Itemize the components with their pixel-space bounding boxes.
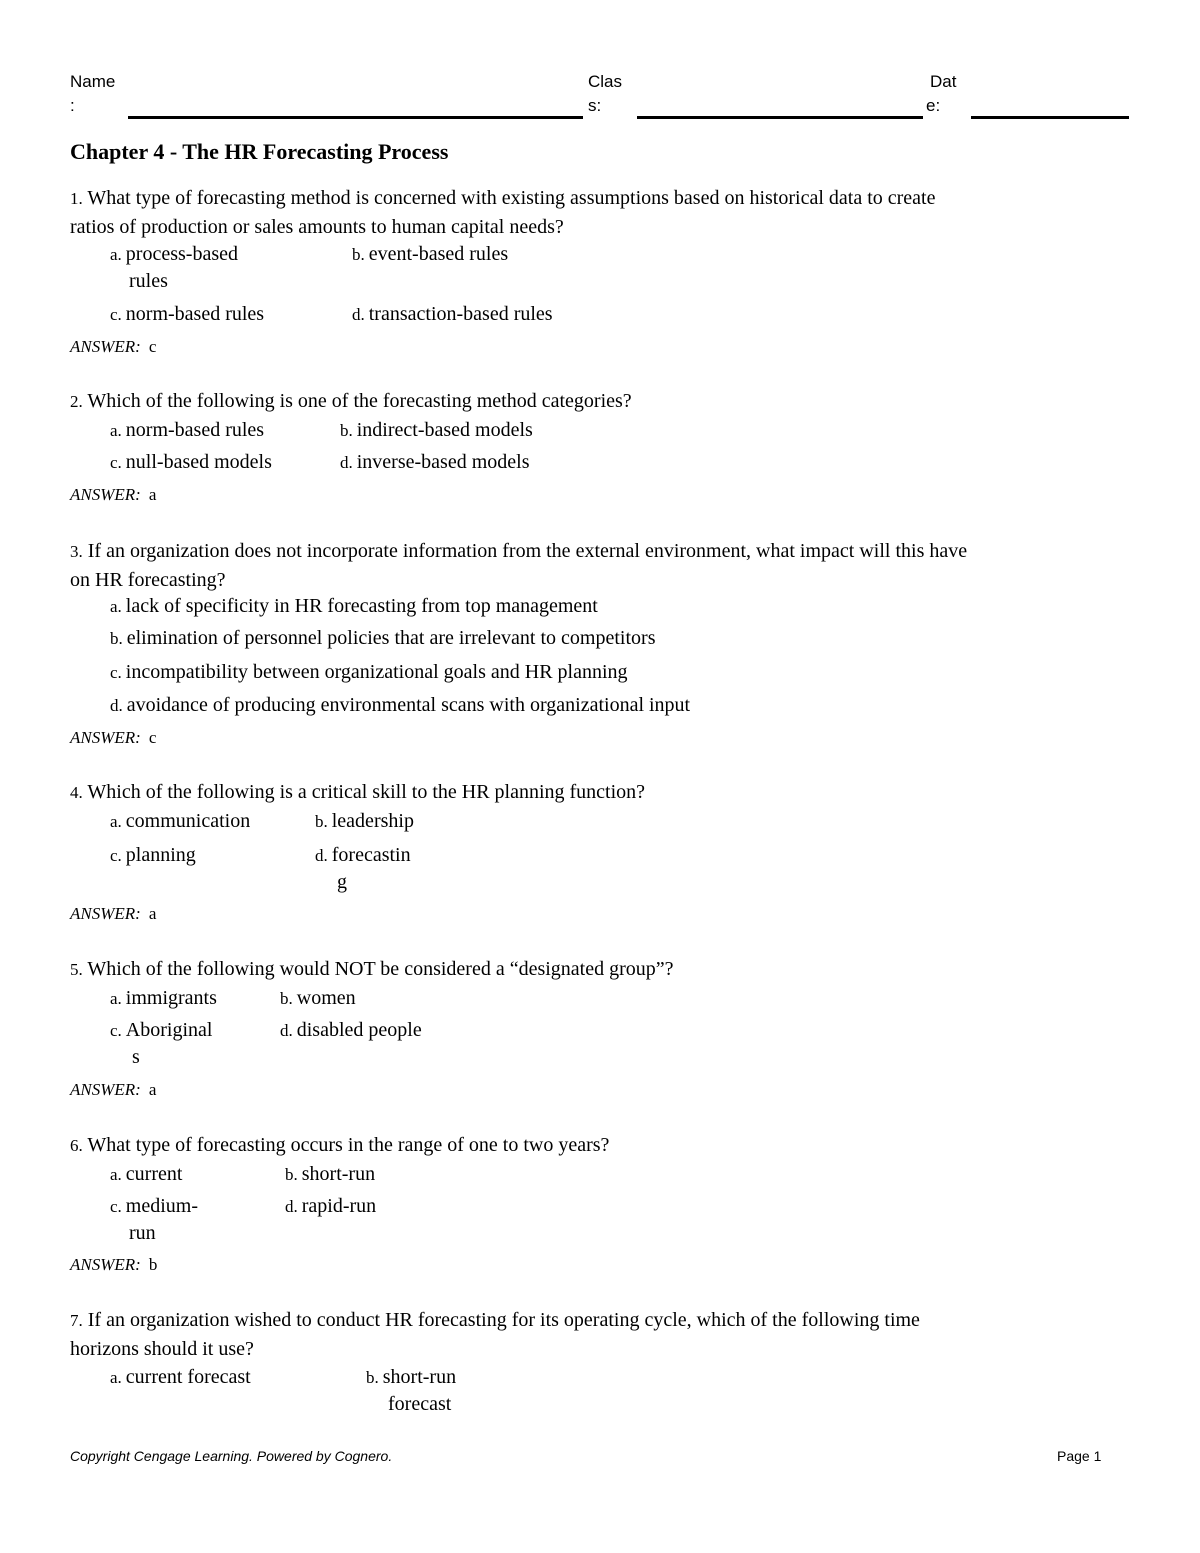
option-2a[interactable] xyxy=(110,417,264,444)
option-letter: b. xyxy=(315,812,328,831)
option-letter: d. xyxy=(285,1197,298,1216)
option-letter: b. xyxy=(352,245,365,264)
option-text: inverse-based models xyxy=(356,451,530,473)
question-4 xyxy=(70,778,645,807)
option-text: leadership xyxy=(331,810,414,832)
page-number: Page 1 xyxy=(1057,1448,1102,1464)
question-7 xyxy=(70,1306,920,1363)
option-text-cont: forecast xyxy=(388,1393,452,1415)
option-1c[interactable] xyxy=(110,301,264,328)
option-text: forecastin xyxy=(331,844,411,866)
option-3d[interactable] xyxy=(110,692,690,719)
option-letter: d. xyxy=(340,453,353,472)
option-3b[interactable] xyxy=(110,625,655,652)
answer-label: ANSWER: xyxy=(70,1080,141,1099)
answer-label: ANSWER: xyxy=(70,1255,141,1274)
question-number: 1. xyxy=(70,189,83,208)
question-2 xyxy=(70,387,632,416)
option-2d[interactable] xyxy=(340,449,529,476)
answer-value: c xyxy=(148,728,157,747)
option-3c[interactable] xyxy=(110,659,628,686)
option-text: null-based models xyxy=(125,451,272,473)
option-letter: a. xyxy=(110,812,122,831)
answer-6 xyxy=(70,1255,157,1275)
copyright-footer: Copyright Cengage Learning. Powered by Cognero. xyxy=(70,1448,393,1464)
option-text: incompatibility between organizational goals and HR planning xyxy=(125,661,628,683)
option-text-cont: rules xyxy=(129,270,168,292)
option-2b[interactable] xyxy=(340,417,533,444)
date-label-colon: e: xyxy=(926,96,941,115)
option-text: planning xyxy=(125,844,196,866)
option-letter: c. xyxy=(110,1197,122,1216)
option-letter: a. xyxy=(110,1368,122,1387)
name-field[interactable] xyxy=(128,116,583,119)
answer-3 xyxy=(70,728,156,748)
option-text: rapid-run xyxy=(301,1195,377,1217)
answer-value: b xyxy=(148,1255,158,1274)
question-5 xyxy=(70,955,674,984)
option-letter: c. xyxy=(110,305,122,324)
option-letter: d. xyxy=(315,846,328,865)
option-letter: b. xyxy=(366,1368,379,1387)
option-letter: c. xyxy=(110,846,122,865)
option-text: lack of specificity in HR forecasting from top management xyxy=(125,595,598,617)
option-letter: a. xyxy=(110,245,122,264)
option-1a[interactable] xyxy=(110,241,238,295)
option-7a[interactable] xyxy=(110,1364,251,1391)
option-text: short-run xyxy=(382,1366,457,1388)
option-text: Aboriginal xyxy=(125,1019,213,1041)
option-text: immigrants xyxy=(125,987,217,1009)
option-text: medium- xyxy=(125,1195,199,1217)
option-text-cont: g xyxy=(337,871,347,893)
option-letter: a. xyxy=(110,989,122,1008)
option-4b[interactable] xyxy=(315,808,414,835)
option-letter: a. xyxy=(110,421,122,440)
option-6c[interactable] xyxy=(110,1193,198,1247)
question-number: 2. xyxy=(70,392,83,411)
question-number: 5. xyxy=(70,960,83,979)
option-text-cont: s xyxy=(132,1046,140,1068)
option-text: transaction-based rules xyxy=(368,303,553,325)
question-text-cont: ratios of production or sales amounts to human capital needs? xyxy=(70,216,564,238)
option-4d[interactable] xyxy=(315,842,411,896)
option-letter: b. xyxy=(280,989,293,1008)
option-7b[interactable] xyxy=(366,1364,456,1418)
option-6b[interactable] xyxy=(285,1161,375,1188)
option-letter: a. xyxy=(110,597,122,616)
question-text-cont: on HR forecasting? xyxy=(70,569,226,591)
question-text: If an organization does not incorporate information from the external environment, what impact will this have xyxy=(87,540,968,562)
option-text-cont: run xyxy=(129,1222,156,1244)
option-6d[interactable] xyxy=(285,1193,376,1220)
question-text-cont: horizons should it use? xyxy=(70,1338,254,1360)
answer-value: a xyxy=(148,485,157,504)
answer-value: c xyxy=(148,337,157,356)
option-text: norm-based rules xyxy=(125,419,265,441)
question-3 xyxy=(70,537,967,594)
option-4a[interactable] xyxy=(110,808,250,835)
option-text: current forecast xyxy=(125,1366,251,1388)
option-text: event-based rules xyxy=(368,243,509,265)
answer-label: ANSWER: xyxy=(70,337,141,356)
option-5d[interactable] xyxy=(280,1017,422,1044)
question-number: 3. xyxy=(70,542,83,561)
option-letter: c. xyxy=(110,1021,122,1040)
answer-4 xyxy=(70,904,156,924)
question-1 xyxy=(70,184,935,241)
option-text: norm-based rules xyxy=(125,303,265,325)
option-text: indirect-based models xyxy=(356,419,533,441)
class-label-colon: s: xyxy=(588,96,602,115)
page-title: Chapter 4 - The HR Forecasting Process xyxy=(70,139,449,164)
question-text: What type of forecasting method is concerned with existing assumptions based on historical data to create xyxy=(87,187,936,209)
option-letter: b. xyxy=(285,1165,298,1184)
answer-value: a xyxy=(148,1080,157,1099)
question-number: 7. xyxy=(70,1311,83,1330)
option-letter: a. xyxy=(110,1165,122,1184)
option-letter: d. xyxy=(280,1021,293,1040)
option-3a[interactable] xyxy=(110,593,598,620)
answer-label: ANSWER: xyxy=(70,485,141,504)
name-label-colon: : xyxy=(70,96,75,115)
option-1d[interactable] xyxy=(352,301,553,328)
option-text: women xyxy=(296,987,356,1009)
option-2c[interactable] xyxy=(110,449,272,476)
option-text: elimination of personnel policies that are irrelevant to competitors xyxy=(126,627,656,649)
question-text: Which of the following would NOT be considered a “designated group”? xyxy=(87,958,674,980)
question-text: Which of the following is a critical skill to the HR planning function? xyxy=(87,781,646,803)
option-text: current xyxy=(125,1163,183,1185)
option-4c[interactable] xyxy=(110,842,196,869)
option-letter: c. xyxy=(110,453,122,472)
class-field[interactable] xyxy=(637,116,923,119)
date-label: Dat xyxy=(930,72,957,91)
question-6 xyxy=(70,1131,609,1160)
option-6a[interactable] xyxy=(110,1161,182,1188)
question-text: Which of the following is one of the forecasting method categories? xyxy=(87,390,632,412)
option-5b[interactable] xyxy=(280,985,356,1012)
question-text: What type of forecasting occurs in the range of one to two years? xyxy=(87,1134,610,1156)
option-5a[interactable] xyxy=(110,985,217,1012)
answer-value: a xyxy=(148,904,157,923)
question-text: If an organization wished to conduct HR forecasting for its operating cycle, which of the following time xyxy=(87,1309,920,1331)
option-text: disabled people xyxy=(296,1019,422,1041)
question-number: 6. xyxy=(70,1136,83,1155)
option-letter: c. xyxy=(110,663,122,682)
question-number: 4. xyxy=(70,783,83,802)
name-label: Name xyxy=(70,72,116,91)
option-5c[interactable] xyxy=(110,1017,212,1071)
option-letter: d. xyxy=(352,305,365,324)
option-letter: b. xyxy=(110,629,123,648)
answer-label: ANSWER: xyxy=(70,904,141,923)
option-1b[interactable] xyxy=(352,241,508,268)
option-letter: d. xyxy=(110,696,123,715)
answer-1 xyxy=(70,337,156,357)
option-letter: b. xyxy=(340,421,353,440)
option-text: short-run xyxy=(301,1163,376,1185)
answer-5 xyxy=(70,1080,156,1100)
answer-label: ANSWER: xyxy=(70,728,141,747)
class-label: Clas xyxy=(588,72,623,91)
date-field[interactable] xyxy=(971,116,1129,119)
option-text: avoidance of producing environmental scans with organizational input xyxy=(126,694,691,716)
option-text: process-based xyxy=(125,243,238,265)
option-text: communication xyxy=(125,810,251,832)
answer-2 xyxy=(70,485,156,505)
